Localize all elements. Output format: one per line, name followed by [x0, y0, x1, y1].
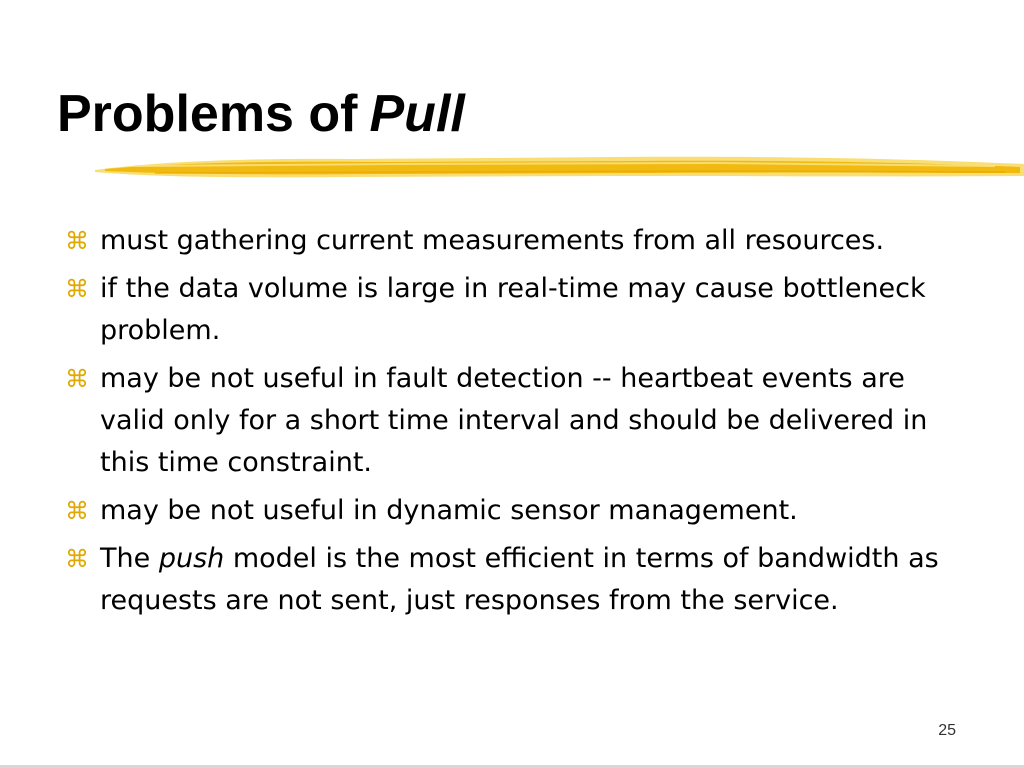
slide-title-text: Problems of [57, 85, 358, 143]
command-key-icon: ⌘ [65, 227, 89, 255]
bullet-text: may be not useful in fault detection -- heartbeat events are valid only for a short time interval and should be delivered in this time constraint. [100, 363, 928, 478]
bullet-text-before: The [100, 543, 151, 574]
bullet-text: must gathering current measurements from all resources. [100, 225, 885, 256]
list-item [64, 538, 964, 622]
title-underline-brush [95, 150, 1024, 188]
slide-title [57, 80, 465, 148]
command-key-icon: ⌘ [65, 275, 89, 303]
list-item [64, 268, 964, 352]
command-key-icon: ⌘ [65, 545, 89, 573]
bullet-text-emphasis: push [158, 543, 225, 574]
bullet-text-after: model is the most efficient in terms of bandwidth as requests are not sent, just responses from the service. [100, 543, 939, 616]
page-number: 25 [938, 722, 956, 739]
bullet-list [64, 220, 964, 628]
command-key-icon: ⌘ [65, 497, 89, 525]
command-key-icon: ⌘ [65, 365, 89, 393]
bullet-text: may be not useful in dynamic sensor management. [100, 495, 798, 526]
list-item [64, 490, 964, 532]
slide-title-emphasis: Pull [369, 85, 465, 143]
bullet-text: if the data volume is large in real-time may cause bottleneck problem. [100, 273, 926, 346]
list-item [64, 220, 964, 262]
list-item [64, 358, 964, 484]
